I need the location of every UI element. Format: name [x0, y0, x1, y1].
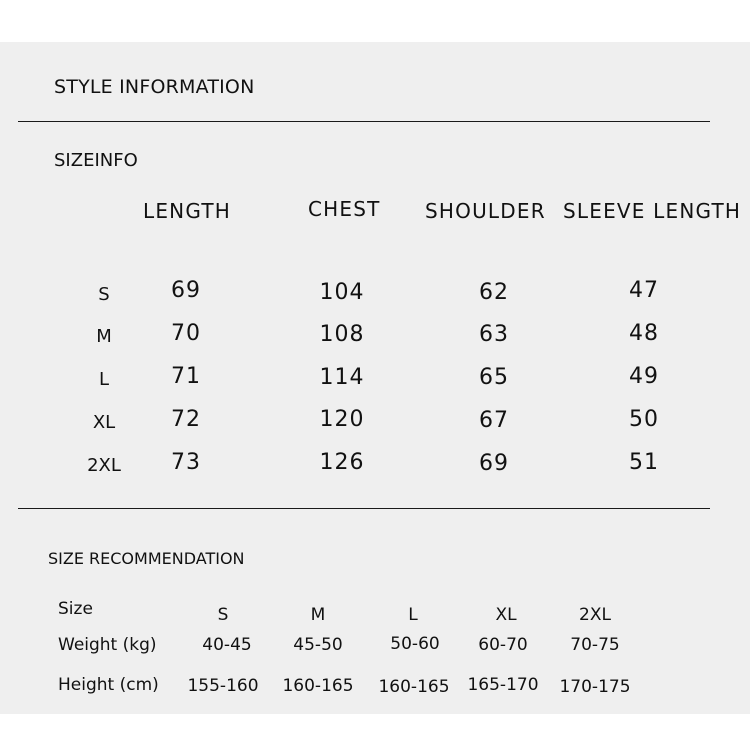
rec-height-cell: 170-175	[559, 677, 631, 697]
rec-size-cell: 2XL	[579, 605, 611, 625]
table-cell: 120	[319, 407, 365, 432]
table-cell: 71	[171, 364, 201, 389]
table-cell: 72	[171, 407, 201, 432]
table-cell: 62	[479, 280, 509, 305]
table-cell: 49	[629, 364, 659, 389]
column-header-chest: CHEST	[308, 197, 381, 221]
rec-weight-cell: 70-75	[570, 635, 620, 655]
column-header-shoulder: SHOULDER	[425, 199, 546, 223]
row-size-label: L	[98, 369, 110, 390]
rec-size-cell: L	[408, 605, 418, 625]
rec-weight-cell: 40-45	[202, 635, 252, 655]
middle-divider	[18, 508, 710, 509]
rec-height-cell: 165-170	[467, 675, 539, 695]
table-cell: 73	[171, 450, 201, 475]
rec-weight-cell: 60-70	[478, 635, 528, 655]
row-size-label: 2XL	[87, 455, 121, 476]
rec-size-cell: S	[217, 605, 229, 625]
row-size-label: XL	[92, 412, 116, 433]
column-header-length: LENGTH	[143, 199, 231, 223]
rec-height-cell: 160-165	[282, 676, 354, 696]
rec-size-cell: XL	[495, 605, 517, 625]
table-cell: 69	[479, 451, 509, 476]
table-cell: 51	[629, 450, 659, 475]
rec-weight-cell: 50-60	[390, 634, 440, 654]
column-header-sleeve-length: SLEEVE LENGTH	[563, 199, 742, 223]
table-cell: 67	[479, 408, 509, 433]
rec-size-cell: M	[310, 605, 326, 625]
sizeinfo-label: SIZEINFO	[54, 150, 138, 171]
size-recommendation-title: SIZE RECOMMENDATION	[48, 549, 245, 568]
style-information-title: STYLE INFORMATION	[54, 76, 255, 98]
row-size-label: M	[96, 326, 112, 347]
table-cell: 65	[479, 365, 509, 390]
table-cell: 108	[319, 322, 365, 347]
height-row-label: Height (cm)	[58, 675, 159, 695]
table-cell: 70	[171, 321, 201, 346]
table-cell: 50	[629, 407, 659, 432]
top-divider	[18, 121, 710, 122]
weight-row-label: Weight (kg)	[58, 635, 157, 655]
table-cell: 47	[629, 278, 659, 303]
table-cell: 69	[171, 278, 201, 303]
table-cell: 48	[629, 321, 659, 346]
table-cell: 63	[479, 322, 509, 347]
size-row-label: Size	[58, 599, 93, 619]
table-cell: 114	[319, 365, 365, 390]
rec-weight-cell: 45-50	[293, 635, 343, 655]
table-cell: 126	[319, 450, 365, 475]
rec-height-cell: 160-165	[378, 677, 450, 697]
row-size-label: S	[98, 284, 110, 305]
rec-height-cell: 155-160	[187, 676, 259, 696]
table-cell: 104	[319, 280, 365, 305]
